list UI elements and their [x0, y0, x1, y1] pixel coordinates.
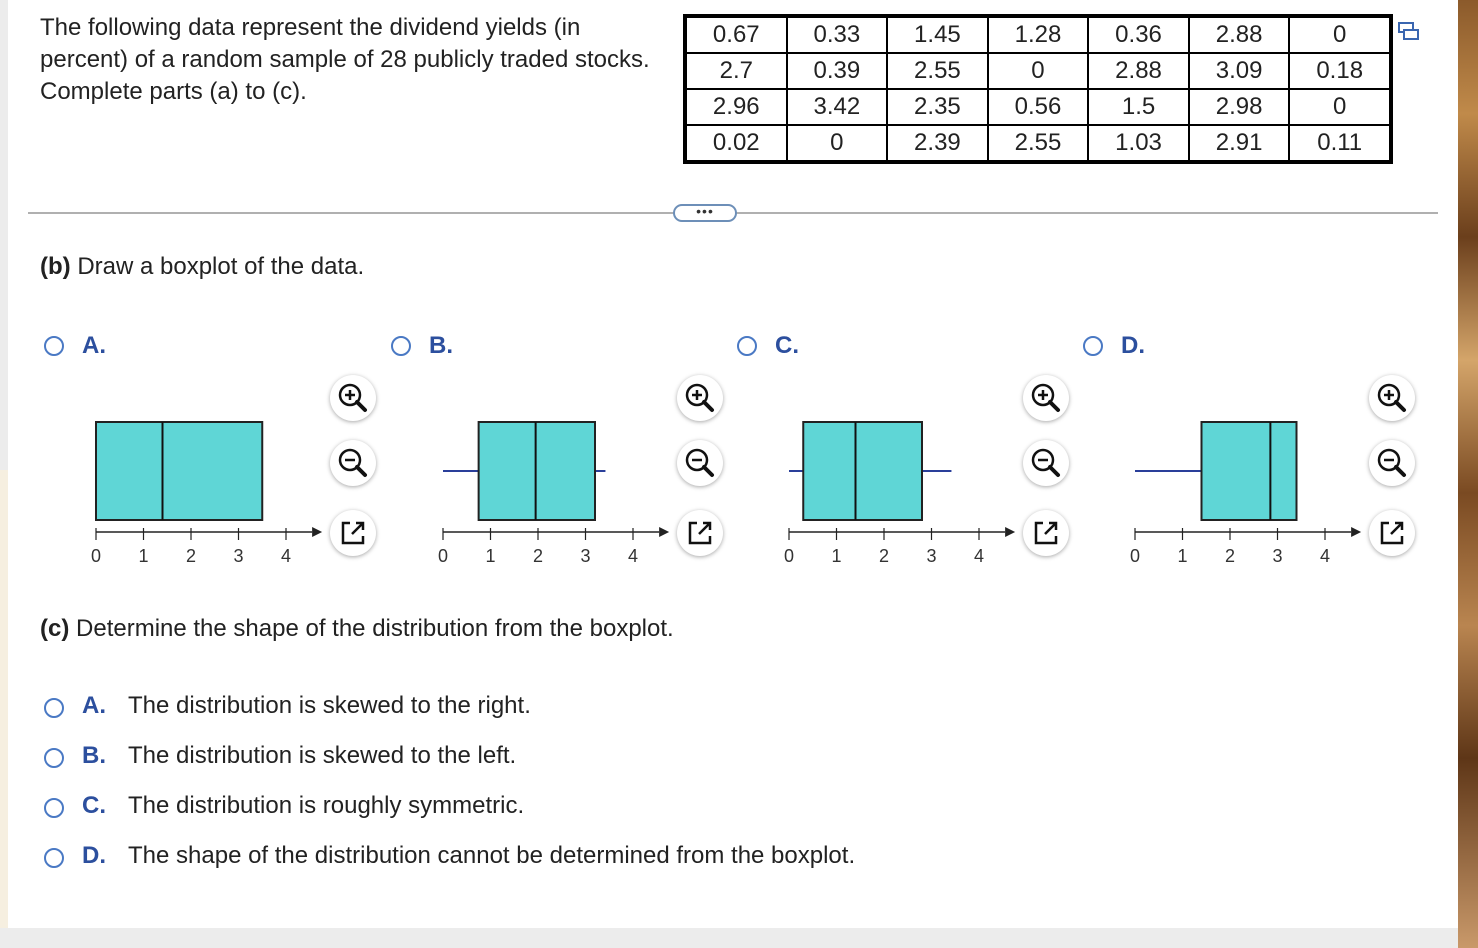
table-cell: 2.7 [685, 53, 787, 89]
table-cell: 2.39 [887, 125, 988, 162]
table-cell: 0.18 [1289, 53, 1391, 89]
part-c-label: (c) [40, 615, 70, 642]
table-cell: 0.67 [685, 16, 787, 53]
table-row [685, 16, 1391, 53]
part-c-heading [40, 615, 674, 643]
table-cell: 1.45 [887, 16, 988, 53]
bottom-bar [0, 928, 1458, 948]
axis-arrow-icon [1005, 527, 1015, 537]
boxplot-option-radio[interactable] [391, 336, 411, 356]
table-cell: 2.96 [685, 89, 787, 125]
part-b-heading [40, 253, 364, 281]
axis-tick-label: 3 [233, 546, 244, 566]
table-cell: 2.98 [1189, 89, 1290, 125]
table-cell: 1.28 [988, 16, 1089, 53]
boxplot-chart [1129, 400, 1369, 570]
table-cell: 0 [1289, 16, 1391, 53]
table-row [685, 89, 1391, 125]
axis-arrow-icon [1351, 527, 1361, 537]
table-cell: 0.02 [685, 125, 787, 162]
shape-option-letter: B. [82, 742, 106, 769]
shape-option-text[interactable]: The distribution is roughly symmetric. [128, 792, 525, 819]
shape-option-radio[interactable] [44, 848, 64, 868]
pop-out-icon[interactable] [1023, 510, 1069, 556]
axis-tick-label: 0 [90, 546, 102, 566]
part-c-text: Determine the shape of the distribution from the boxplot. [69, 615, 674, 642]
axis-tick-label: 2 [878, 546, 890, 566]
question-prompt: The following data represent the dividend yields (in percent) of a random sample of 28 publicly traded stocks. Complete parts (a) to (c). [40, 14, 650, 105]
boxplot-option-radio[interactable] [1083, 336, 1103, 356]
table-cell: 1.5 [1088, 89, 1189, 125]
boxplot-box [479, 422, 595, 520]
zoom-out-icon[interactable] [330, 440, 376, 486]
axis-tick-label: 1 [831, 546, 842, 566]
zoom-in-icon[interactable] [677, 375, 723, 421]
axis-tick-label: 3 [1272, 546, 1283, 566]
shape-option-radio[interactable] [44, 748, 64, 768]
axis-tick-label: 4 [973, 546, 985, 566]
boxplot-chart [783, 400, 1023, 570]
table-cell: 0 [787, 125, 888, 162]
table-cell: 2.55 [887, 53, 988, 89]
shape-option-radio[interactable] [44, 798, 64, 818]
data-table [683, 14, 1393, 164]
boxplot-option-letter: B. [429, 332, 453, 359]
zoom-in-icon[interactable] [1023, 375, 1069, 421]
shape-option-letter: C. [82, 792, 106, 819]
boxplot-chart [437, 400, 677, 570]
axis-tick-label: 2 [532, 546, 544, 566]
table-cell: 0.36 [1088, 16, 1189, 53]
shape-option-text[interactable]: The distribution is skewed to the right. [128, 692, 531, 719]
table-cell: 0.11 [1289, 125, 1391, 162]
left-edge-accent [0, 470, 8, 948]
shape-option-text[interactable]: The shape of the distribution cannot be determined from the boxplot. [128, 842, 856, 869]
pop-out-icon[interactable] [677, 510, 723, 556]
axis-tick-label: 4 [1319, 546, 1331, 566]
axis-tick-label: 1 [138, 546, 149, 566]
axis-tick-label: 0 [1129, 546, 1141, 566]
pop-out-icon[interactable] [330, 510, 376, 556]
table-cell: 2.55 [988, 125, 1089, 162]
boxplot-chart [90, 400, 330, 570]
boxplot-option-radio[interactable] [44, 336, 64, 356]
shape-option-radio[interactable] [44, 698, 64, 718]
table-cell: 0.33 [787, 16, 888, 53]
copy-data-icon[interactable] [1398, 22, 1422, 42]
background-photo-strip [1458, 0, 1478, 948]
axis-tick-label: 4 [280, 546, 292, 566]
axis-tick-label: 1 [485, 546, 496, 566]
zoom-in-icon[interactable] [1369, 375, 1415, 421]
zoom-out-icon[interactable] [677, 440, 723, 486]
axis-arrow-icon [312, 527, 322, 537]
axis-tick-label: 1 [1177, 546, 1188, 566]
axis-tick-label: 3 [580, 546, 591, 566]
table-cell: 3.42 [787, 89, 888, 125]
axis-tick-label: 2 [1224, 546, 1236, 566]
table-row [685, 125, 1391, 162]
boxplot-option-letter: A. [82, 332, 106, 359]
table-cell: 3.09 [1189, 53, 1290, 89]
shape-option-text[interactable]: The distribution is skewed to the left. [128, 742, 517, 769]
zoom-out-icon[interactable] [1023, 440, 1069, 486]
axis-tick-label: 0 [437, 546, 449, 566]
axis-tick-label: 4 [627, 546, 639, 566]
pop-out-icon[interactable] [1369, 510, 1415, 556]
table-cell: 0 [988, 53, 1089, 89]
boxplot-box [803, 422, 922, 520]
table-cell: 2.88 [1189, 16, 1290, 53]
axis-tick-label: 0 [783, 546, 795, 566]
boxplot-option-letter: D. [1121, 332, 1145, 359]
table-cell: 1.03 [1088, 125, 1189, 162]
table-cell: 2.35 [887, 89, 988, 125]
part-b-text: Draw a boxplot of the data. [70, 253, 365, 280]
boxplot-box [1202, 422, 1297, 520]
table-cell: 0.56 [988, 89, 1089, 125]
table-cell: 0 [1289, 89, 1391, 125]
zoom-out-icon[interactable] [1369, 440, 1415, 486]
boxplot-option-radio[interactable] [737, 336, 757, 356]
expand-more-button[interactable]: ••• [673, 204, 737, 222]
boxplot-box [96, 422, 262, 520]
table-row [685, 53, 1391, 89]
shape-option-letter: A. [82, 692, 106, 719]
axis-tick-label: 2 [185, 546, 197, 566]
table-cell: 2.88 [1088, 53, 1189, 89]
boxplot-option-letter: C. [775, 332, 799, 359]
axis-arrow-icon [659, 527, 669, 537]
zoom-in-icon[interactable] [330, 375, 376, 421]
axis-tick-label: 3 [926, 546, 937, 566]
part-b-label: (b) [40, 253, 71, 280]
table-cell: 2.91 [1189, 125, 1290, 162]
table-cell: 0.39 [787, 53, 888, 89]
shape-option-letter: D. [82, 842, 106, 869]
